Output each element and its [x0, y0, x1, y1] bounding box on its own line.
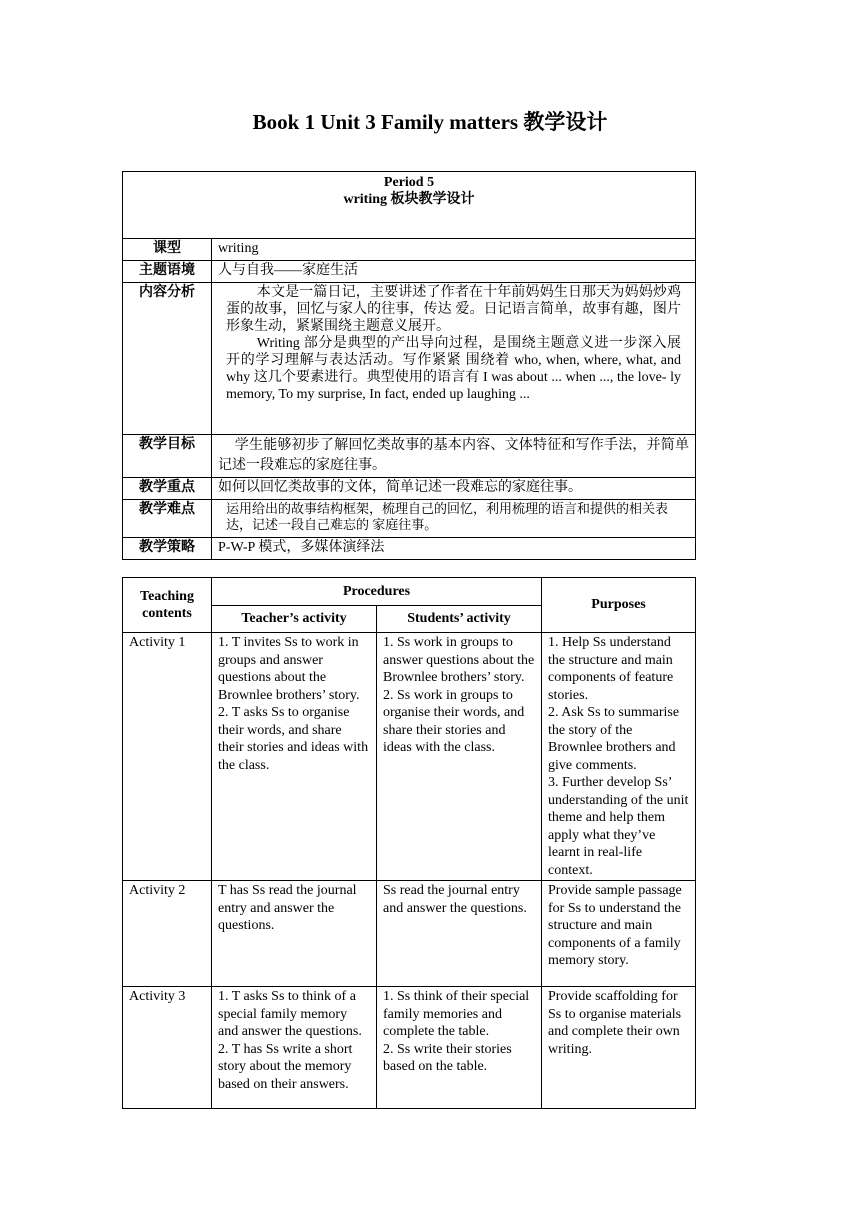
info-row-key-points: [123, 478, 696, 500]
students-step: Ss read the journal entry and answer the questions.: [383, 883, 527, 916]
theme-value: 人与自我——家庭生活: [212, 261, 696, 283]
difficulties-value: 运用给出的故事结构框架，梳理自己的回忆，利用梳理的语言和提供的相关表达，记述一段自己难忘的 家庭往事。: [212, 500, 696, 538]
analysis-value: [212, 283, 696, 435]
activity-row-3: [123, 987, 696, 1109]
students-step: 1. Ss work in groups to answer questions about the Brownlee brothers’ story.: [383, 635, 535, 685]
type-value: writing: [212, 239, 696, 261]
students-step: 2. Ss work in groups to organise their words, and share their stories and ideas with the class.: [383, 687, 525, 755]
activity-name: Activity 2: [123, 881, 212, 987]
objectives-value: [212, 435, 696, 478]
purposes-header: Purposes: [542, 578, 696, 633]
teacher-activity-cell: [212, 881, 377, 987]
objectives-text: 学生能够初步了解回忆类故事的基本内容、文体特征和写作手法，并简单记述一段难忘的家庭往事。: [218, 438, 689, 473]
strategies-value: P-W-P 模式，多媒体演绎法: [212, 538, 696, 560]
teacher-step: 2. T asks Ss to organise their words, and share their stories and ideas with the class.: [218, 705, 369, 773]
teacher-activity-cell: [212, 987, 377, 1109]
info-row-strategies: [123, 538, 696, 560]
teacher-step: 1. T invites Ss to work in groups and answer questions about the Brownlee brothers’ story.: [218, 635, 360, 703]
teacher-step: 2. T has Ss write a short story about the memory based on their answers.: [218, 1041, 353, 1092]
info-row-type: [123, 239, 696, 261]
activity-name: Activity 3: [123, 987, 212, 1109]
period-subtitle: writing 板块教学设计: [343, 192, 475, 207]
purpose-item: 3. Further develop Ss’ understanding of the unit theme and help them apply what they’ve learnt in real-life context.: [548, 775, 689, 878]
purposes-cell: [542, 987, 696, 1109]
period-header-row: [123, 172, 696, 239]
activity-row-2: [123, 881, 696, 987]
analysis-paragraph-2: Writing 部分是典型的产出导向过程，是围绕主题意义进一步深入展开的学习理解与表达活动。写作紧紧 围绕着 who, when, where, what, and why 这几个要素进行。典型使用的语言有 I was about ... when ..., the love- ly memory, To my surprise, In fact, ended up laughing ...: [226, 336, 681, 402]
analysis-paragraph-1: 本文是一篇日记，主要讲述了作者在十年前妈妈生日那天为妈妈炒鸡蛋的故事，回忆与家人的往事，传达 爱。日记语言简单，故事有趣，图片形象生动，紧紧围绕主题意义展开。: [226, 285, 681, 334]
teaching-contents-header: Teaching contents: [123, 578, 212, 633]
teacher-step: 1. T asks Ss to think of a special family memory and answer the questions.: [218, 989, 362, 1039]
activity-name: Activity 1: [123, 633, 212, 881]
purpose-item: Provide sample passage for Ss to understand the structure and main components of a family memory story.: [548, 883, 682, 968]
teacher-step: T has Ss read the journal entry and answer the questions.: [218, 883, 357, 933]
type-label: 课型: [123, 239, 212, 261]
students-activity-header: Students’ activity: [377, 606, 542, 633]
students-activity-cell: [377, 633, 542, 881]
info-row-theme: [123, 261, 696, 283]
period-title: Period 5: [383, 175, 435, 190]
period-header: [123, 172, 696, 239]
students-step: 2. Ss write their stories based on the table.: [383, 1041, 512, 1074]
procedures-table: [122, 577, 696, 1109]
strategies-label: 教学策略: [123, 538, 212, 560]
lesson-info-table: [122, 171, 696, 560]
teacher-activity-header: Teacher’s activity: [212, 606, 377, 633]
difficulties-label: 教学难点: [123, 500, 212, 538]
purpose-item: 1. Help Ss understand the structure and main components of feature stories.: [548, 635, 674, 703]
procedures-header-row: [123, 578, 696, 606]
info-row-objectives: [123, 435, 696, 478]
key-points-value: 如何以回忆类故事的文体，简单记述一段难忘的家庭往事。: [212, 478, 696, 500]
objectives-label: 教学目标: [123, 435, 212, 478]
students-step: 1. Ss think of their special family memories and complete the table.: [383, 989, 530, 1039]
purpose-item: 2. Ask Ss to summarise the story of the Brownlee brothers and give comments.: [548, 705, 680, 773]
teacher-activity-cell: [212, 633, 377, 881]
procedures-header: Procedures: [212, 578, 542, 606]
key-points-label: 教学重点: [123, 478, 212, 500]
students-activity-cell: [377, 881, 542, 987]
document-title: Book 1 Unit 3 Family matters 教学设计: [252, 110, 608, 134]
info-row-analysis: [123, 283, 696, 435]
purposes-cell: [542, 881, 696, 987]
purpose-item: Provide scaffolding for Ss to organise materials and complete their own writing.: [548, 989, 682, 1057]
purposes-cell: [542, 633, 696, 881]
students-activity-cell: [377, 987, 542, 1109]
analysis-label: 内容分析: [123, 283, 212, 435]
info-row-difficulties: [123, 500, 696, 538]
theme-label: 主题语境: [123, 261, 212, 283]
activity-row-1: [123, 633, 696, 881]
